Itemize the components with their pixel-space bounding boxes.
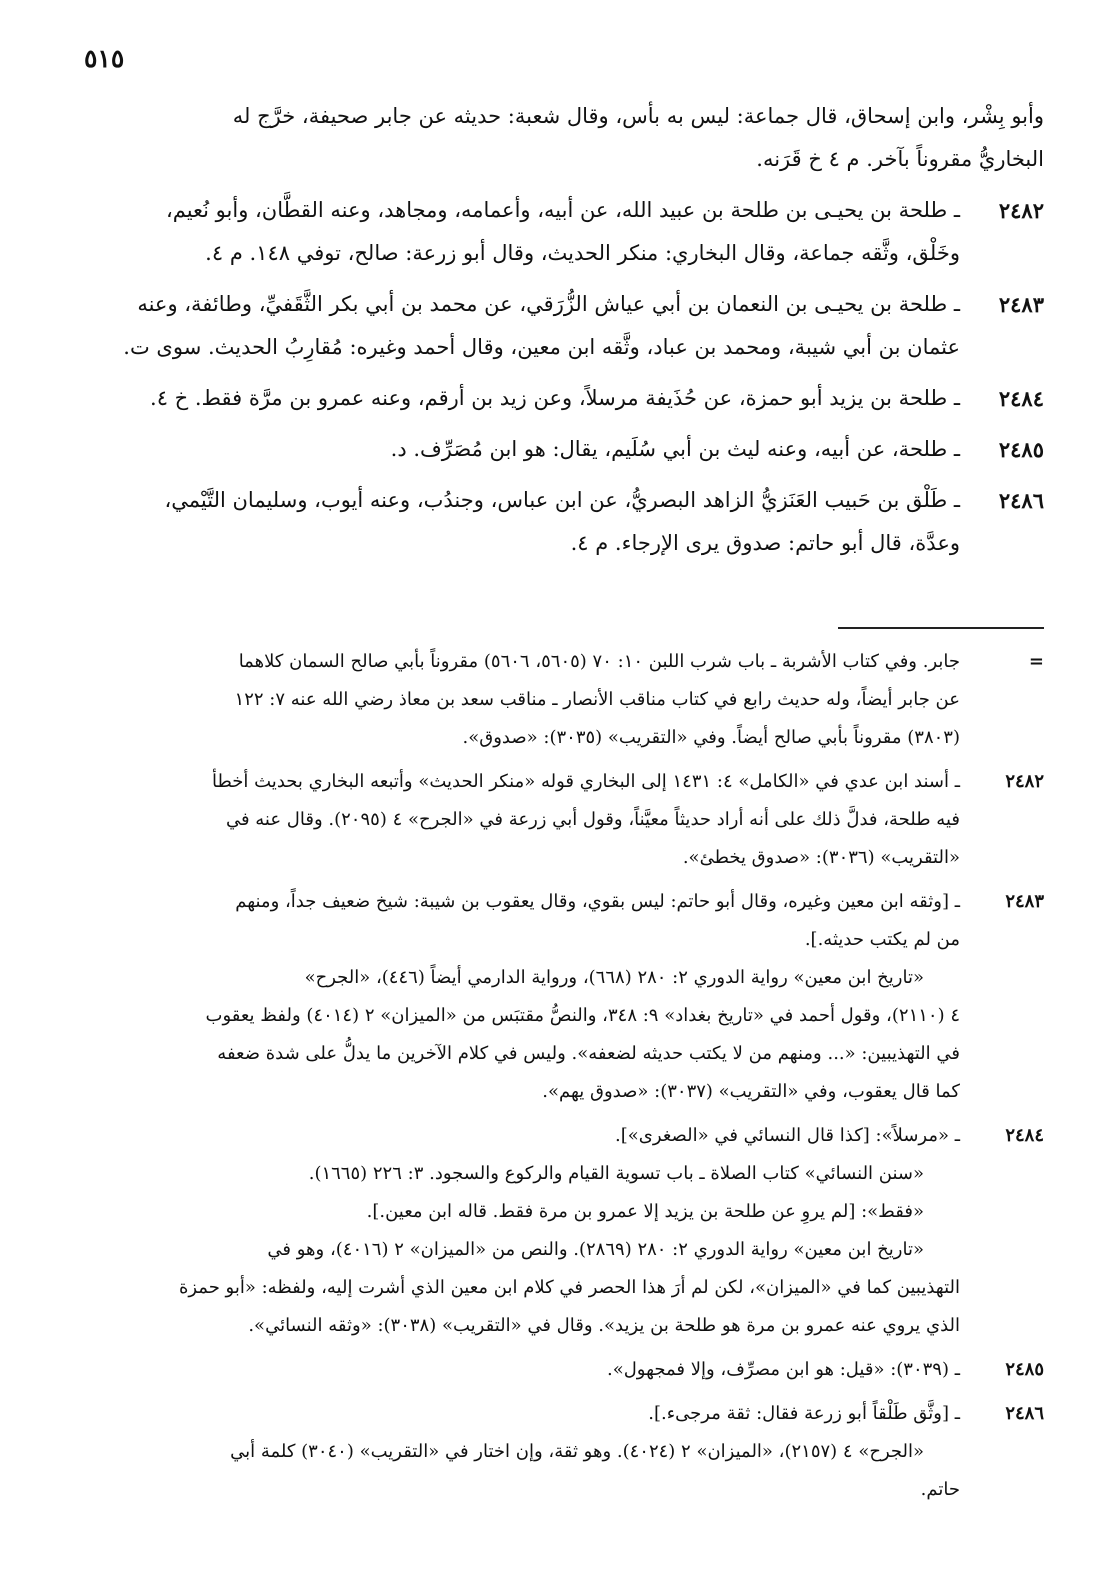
footnote-marker: ٢٤٨٥ bbox=[1005, 1359, 1044, 1380]
entry-number: ٢٤٨٦ bbox=[998, 488, 1044, 513]
entry-line: وأبو بِشْر، وابن إسحاق، قال جماعة: ليس به بأس، وقال شعبة: حديثه عن جابر صحيفة، خرَّج له bbox=[232, 104, 1044, 128]
footnote-marker: = bbox=[1028, 651, 1044, 672]
footnote-line: (٣٨٠٣) مقروناً بأبي صالح أيضاً. وفي «التقريب» (٣٠٣٥): «صدوق». bbox=[462, 727, 960, 748]
footnote-divider bbox=[838, 627, 1044, 629]
footnote bbox=[78, 643, 1044, 757]
entry-line: ـ طلحة بن يزيد أبو حمزة، عن حُذَيفة مرسلاً، وعن زيد بن أرقم، وعنه عمرو بن مرَّة فقط. خ ٤. bbox=[150, 386, 960, 410]
footnote-line: ـ أسند ابن عدي في «الكامل» ٤: ١٤٣١ إلى البخاري قوله «منكر الحديث» وأتبعه البخاري بحديث أخطأ bbox=[212, 771, 960, 792]
entry-line: البخاريُّ مقروناً بآخر. م ٤ خ قَرَنه. bbox=[756, 147, 1044, 171]
footnote-line: ـ (٣٠٣٩): «قيل: هو ابن مصرِّف، وإلا فمجهول». bbox=[606, 1359, 960, 1380]
biography-entry bbox=[78, 95, 1044, 181]
footnote-line: من لم يكتب حديثه.]. bbox=[804, 929, 960, 950]
biography-entry bbox=[78, 479, 1044, 565]
footnote bbox=[78, 1395, 1044, 1509]
entry-number: ٢٤٨٤ bbox=[998, 386, 1044, 411]
footnote-line: «سنن النسائي» كتاب الصلاة ـ باب تسوية القيام والركوع والسجود. ٣: ٢٢٦ (١٦٦٥). bbox=[308, 1163, 924, 1184]
entry-line: وخَلْق، وثَّقه جماعة، وقال البخاري: منكر الحديث، وقال أبو زرعة: صالح، توفي ١٤٨. م ٤. bbox=[205, 241, 960, 265]
footnote-line: في التهذيبين: «... ومنهم من لا يكتب حديثه لضعفه». وليس في كلام الآخرين ما يدلُّ على شدة ضعفه bbox=[217, 1043, 960, 1064]
biography-entry bbox=[78, 428, 1044, 471]
biography-entry bbox=[78, 283, 1044, 369]
entry-line: عثمان بن أبي شيبة، ومحمد بن عباد، وثَّقه ابن معين، وقال أحمد وغيره: مُقارِبُ الحديث. سوى ت. bbox=[123, 335, 960, 359]
entry-line: ـ طلحة، عن أبيه، وعنه ليث بن أبي سُلَيم، يقال: هو ابن مُصَرِّف. د. bbox=[390, 437, 960, 461]
footnote-marker: ٢٤٨٤ bbox=[1005, 1125, 1044, 1146]
footnote bbox=[78, 1117, 1044, 1345]
footnote-line: «التقريب» (٣٠٣٦): «صدوق يخطئ». bbox=[682, 847, 960, 868]
entry-number: ٢٤٨٥ bbox=[998, 437, 1044, 462]
footnote-line: التهذيبين كما في «الميزان»، لكن لم أرَ هذا الحصر في كلام ابن معين الذي أشرت إليه، ولفظه: «أبو حمزة bbox=[178, 1277, 960, 1298]
entry-line: وعدَّة، قال أبو حاتم: صدوق يرى الإرجاء. م ٤. bbox=[570, 531, 960, 555]
footnote-line: كما قال يعقوب، وفي «التقريب» (٣٠٣٧): «صدوق يهم». bbox=[542, 1081, 960, 1102]
footnote-line: «فقط»: [لم يروِ عن طلحة بن يزيد إلا عمرو بن مرة فقط. قاله ابن معين.]. bbox=[366, 1201, 924, 1222]
footnotes bbox=[78, 643, 1044, 1515]
footnote-line: حاتم. bbox=[920, 1479, 960, 1500]
footnote-marker: ٢٤٨٦ bbox=[1005, 1403, 1044, 1424]
footnote bbox=[78, 763, 1044, 877]
footnote-line: ٤ (٢١١٠)، وقول أحمد في «تاريخ بغداد» ٩: ٣٤٨، والنصُّ مقتبَس من «الميزان» ٢ (٤٠١٤) ولفظ يعقوب bbox=[205, 1005, 960, 1026]
footnote bbox=[78, 1351, 1044, 1389]
entry-line: ـ طَلْق بن حَبيب العَنَزيُّ الزاهد البصريُّ، عن ابن عباس، وجندُب، وعنه أيوب، وسليمان التَّيْمي، bbox=[164, 488, 960, 512]
footnote-line: ـ «مرسلاً»: [كذا قال النسائي في «الصغرى»]. bbox=[615, 1125, 960, 1146]
entry-number: ٢٤٨٢ bbox=[998, 198, 1044, 223]
biography-entry bbox=[78, 189, 1044, 275]
footnote-line: جابر. وفي كتاب الأشربة ـ باب شرب اللبن ١٠: ٧٠ (٥٦٠٥، ٥٦٠٦) مقروناً بأبي صالح السمان كلاهما bbox=[238, 651, 960, 672]
footnote-line: عن جابر أيضاً، وله حديث رابع في كتاب مناقب الأنصار ـ مناقب سعد بن معاذ رضي الله عنه ٧: ١٢٢ bbox=[234, 689, 960, 710]
entry-line: ـ طلحة بن يحيـى بن النعمان بن أبي عياش الزُّرَقي، عن محمد بن أبي بكر الثَّقَفيِّ، وطائفة، وعنه bbox=[137, 292, 960, 316]
footnote-marker: ٢٤٨٣ bbox=[1005, 891, 1044, 912]
footnote-line: «تاريخ ابن معين» رواية الدوري ٢: ٢٨٠ (٢٨٦٩). والنص من «الميزان» ٢ (٤٠١٦)، وهو في bbox=[267, 1239, 924, 1260]
page-number: ٥١٥ bbox=[84, 44, 125, 73]
footnote-line: «تاريخ ابن معين» رواية الدوري ٢: ٢٨٠ (٦٦٨)، ورواية الدارمي أيضاً (٤٤٦)، «الجرح» bbox=[304, 967, 924, 988]
footnote-line: ـ [وثَّق طَلْقاً أبو زرعة فقال: ثقة مرجىء.]. bbox=[648, 1403, 960, 1424]
footnote-line: «الجرح» ٤ (٢١٥٧)، «الميزان» ٢ (٤٠٢٤). وهو ثقة، وإن اختار في «التقريب» (٣٠٤٠) كلمة أبي bbox=[230, 1441, 924, 1462]
footnote bbox=[78, 883, 1044, 1111]
footnote-line: الذي يروي عنه عمرو بن مرة هو طلحة بن يزيد». وقال في «التقريب» (٣٠٣٨): «وثقه النسائي». bbox=[248, 1315, 960, 1336]
footnote-line: ـ [وثقه ابن معين وغيره، وقال أبو حاتم: ليس بقوي، وقال يعقوب بن شيبة: شيخ ضعيف جداً، ومنهم bbox=[235, 891, 960, 912]
biography-entry bbox=[78, 377, 1044, 420]
entry-number: ٢٤٨٣ bbox=[998, 292, 1044, 317]
main-text bbox=[78, 95, 1044, 573]
footnote-marker: ٢٤٨٢ bbox=[1005, 771, 1044, 792]
footnote-line: فيه طلحة، فدلَّ ذلك على أنه أراد حديثاً معيَّناً، وقول أبي زرعة في «الجرح» ٤ (٢٠٩٥). وقال عنه في bbox=[225, 809, 960, 830]
entry-line: ـ طلحة بن يحيـى بن طلحة بن عبيد الله، عن أبيه، وأعمامه، ومجاهد، وعنه القطَّان، وأبو نُعيم، bbox=[165, 198, 960, 222]
